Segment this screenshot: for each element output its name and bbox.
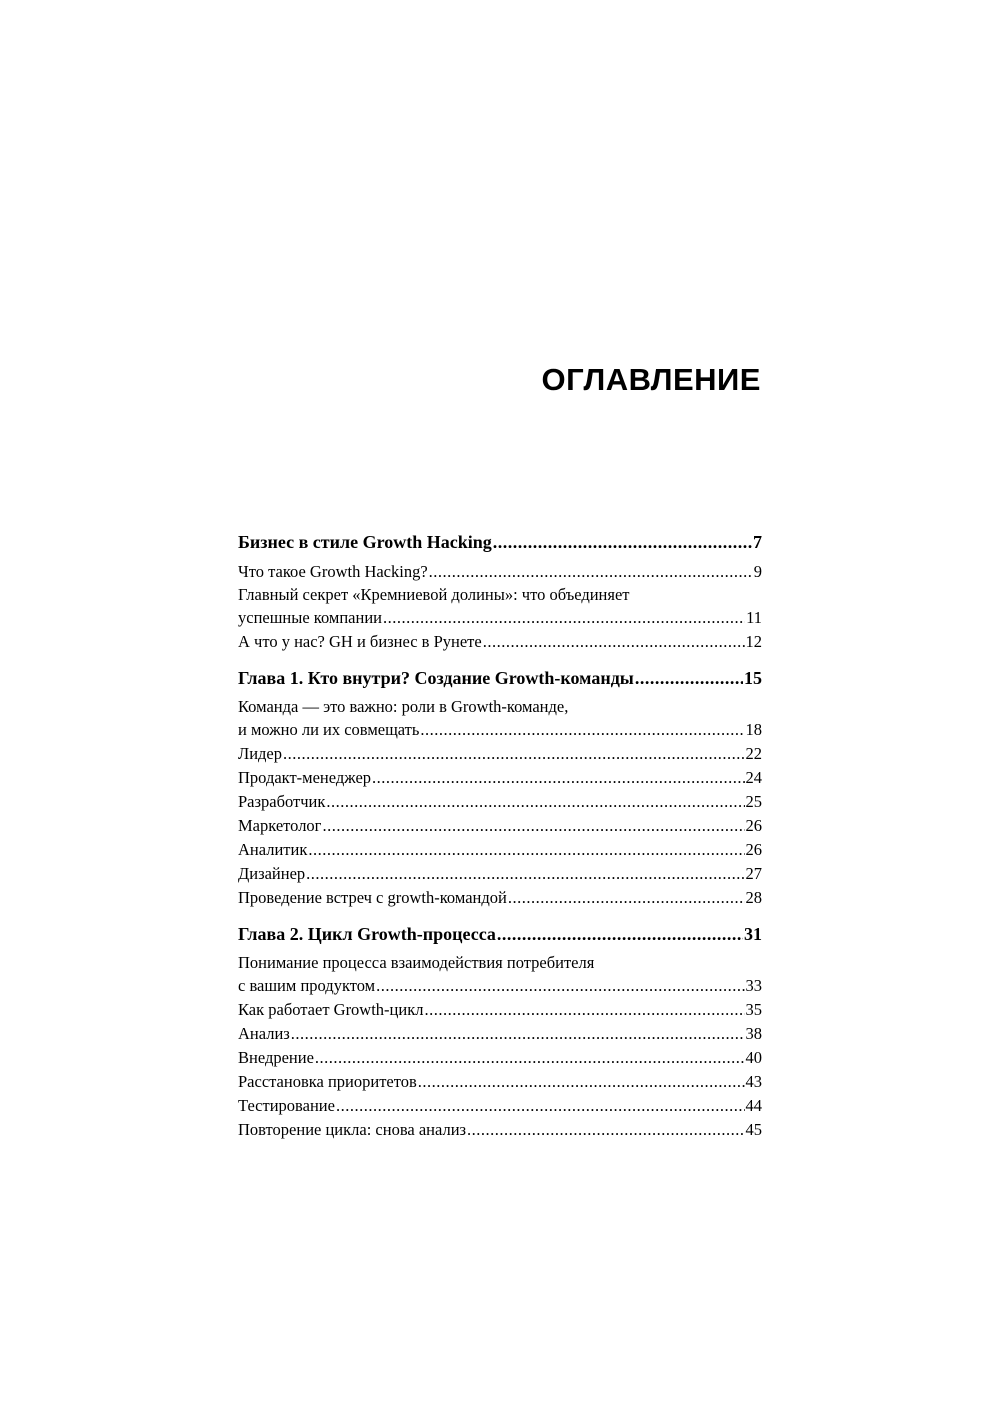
toc-entry-title: Проведение встреч с growth-командой — [238, 888, 507, 907]
toc-entry-page: 38 — [745, 1024, 762, 1043]
page-title: ОГЛАВЛЕНИЕ — [541, 362, 761, 397]
toc-section-intro — [238, 528, 762, 654]
toc-entry-title: успешные компании — [238, 608, 382, 627]
toc-section-chapter-2 — [238, 920, 762, 1142]
toc-entry[interactable] — [238, 790, 762, 814]
toc-entry[interactable] — [238, 1070, 762, 1094]
dot-leader — [291, 1022, 745, 1046]
toc-entry[interactable] — [238, 998, 762, 1022]
toc-entry-title: и можно ли их совмещать — [238, 720, 420, 739]
dot-leader — [493, 528, 752, 556]
dot-leader — [467, 1118, 744, 1142]
dot-leader — [306, 862, 744, 886]
toc-heading-page: 15 — [744, 668, 762, 688]
toc-entry-title: Внедрение — [238, 1048, 314, 1067]
dot-leader — [383, 606, 745, 630]
dot-leader — [420, 718, 744, 742]
toc-entry[interactable] — [238, 886, 762, 910]
toc-entry-page: 28 — [745, 888, 762, 907]
toc-entry-page: 25 — [745, 792, 762, 811]
toc-entry-page: 45 — [745, 1120, 762, 1139]
toc-entry-title: Дизайнер — [238, 864, 306, 883]
toc-entry-title: Лидер — [238, 744, 282, 763]
dot-leader — [483, 630, 745, 654]
toc-entry-page: 27 — [745, 864, 762, 883]
toc-entry-page: 33 — [745, 976, 762, 995]
toc-entry[interactable] — [238, 1118, 762, 1142]
dot-leader — [429, 560, 753, 584]
toc-heading-page: 7 — [753, 532, 762, 552]
toc-section-chapter-1 — [238, 664, 762, 910]
toc-heading-title: Глава 1. Кто внутри? Создание Growth-команды — [238, 668, 634, 688]
toc-entry-title-line1: Команда — это важно: роли в Growth-команде, — [238, 697, 569, 716]
toc-entry[interactable] — [238, 1046, 762, 1070]
toc-entry-page: 40 — [745, 1048, 762, 1067]
dot-leader — [326, 790, 744, 814]
toc-entry[interactable] — [238, 1094, 762, 1118]
dot-leader — [308, 838, 744, 862]
dot-leader — [283, 742, 745, 766]
toc-entry-title: Повторение цикла: снова анализ — [238, 1120, 467, 1139]
toc-entry[interactable] — [238, 630, 762, 654]
toc-entry-page: 26 — [745, 840, 762, 859]
toc-heading[interactable] — [238, 528, 762, 556]
toc-entry-title: А что у нас? GH и бизнес в Рунете — [238, 632, 482, 651]
toc-entry-title: Аналитик — [238, 840, 308, 859]
dot-leader — [497, 920, 743, 948]
dot-leader — [315, 1046, 745, 1070]
toc-entry-title-line1: Понимание процесса взаимодействия потребителя — [238, 953, 595, 972]
toc-entry[interactable] — [238, 838, 762, 862]
toc-heading-title: Бизнес в стиле Growth Hacking — [238, 532, 492, 552]
toc-entry-title: Расстановка приоритетов — [238, 1072, 417, 1091]
toc-heading-title: Глава 2. Цикл Growth-процесса — [238, 924, 496, 944]
toc-entry[interactable] — [238, 862, 762, 886]
dot-leader — [418, 1070, 745, 1094]
toc-entry[interactable] — [238, 584, 762, 630]
toc-entry-page: 44 — [745, 1096, 762, 1115]
toc-entry[interactable] — [238, 560, 762, 584]
toc-entry-title: Что такое Growth Hacking? — [238, 562, 428, 581]
dot-leader — [508, 886, 745, 910]
toc-entry-page: 43 — [745, 1072, 762, 1091]
dot-leader — [322, 814, 744, 838]
dot-leader — [376, 974, 744, 998]
toc-entry-page: 35 — [745, 1000, 762, 1019]
toc-entry[interactable] — [238, 766, 762, 790]
dot-leader — [336, 1094, 745, 1118]
dot-leader — [372, 766, 744, 790]
toc-entry[interactable] — [238, 952, 762, 998]
toc-entry-page: 12 — [745, 632, 762, 651]
toc-entry[interactable] — [238, 814, 762, 838]
table-of-contents — [238, 528, 762, 1152]
toc-entry-title: Как работает Growth-цикл — [238, 1000, 424, 1019]
toc-entry-title: Разработчик — [238, 792, 326, 811]
toc-entry-title: с вашим продуктом — [238, 976, 376, 995]
dot-leader — [635, 664, 743, 692]
toc-heading-page: 31 — [744, 924, 762, 944]
toc-entry-page: 24 — [745, 768, 762, 787]
toc-heading[interactable] — [238, 920, 762, 948]
toc-entry[interactable] — [238, 742, 762, 766]
toc-entry[interactable] — [238, 696, 762, 742]
toc-entry-page: 22 — [745, 744, 762, 763]
toc-entry-title-line1: Главный секрет «Кремниевой долины»: что объединяет — [238, 585, 630, 604]
toc-entry-title: Маркетолог — [238, 816, 322, 835]
toc-entry-page: 9 — [753, 562, 762, 581]
toc-entry[interactable] — [238, 1022, 762, 1046]
toc-entry-title: Анализ — [238, 1024, 290, 1043]
toc-entry-page: 11 — [746, 608, 762, 627]
toc-entry-title: Продакт-менеджер — [238, 768, 372, 787]
dot-leader — [424, 998, 744, 1022]
toc-heading[interactable] — [238, 664, 762, 692]
toc-entry-page: 26 — [745, 816, 762, 835]
toc-entry-title: Тестирование — [238, 1096, 335, 1115]
toc-entry-page: 18 — [745, 720, 762, 739]
